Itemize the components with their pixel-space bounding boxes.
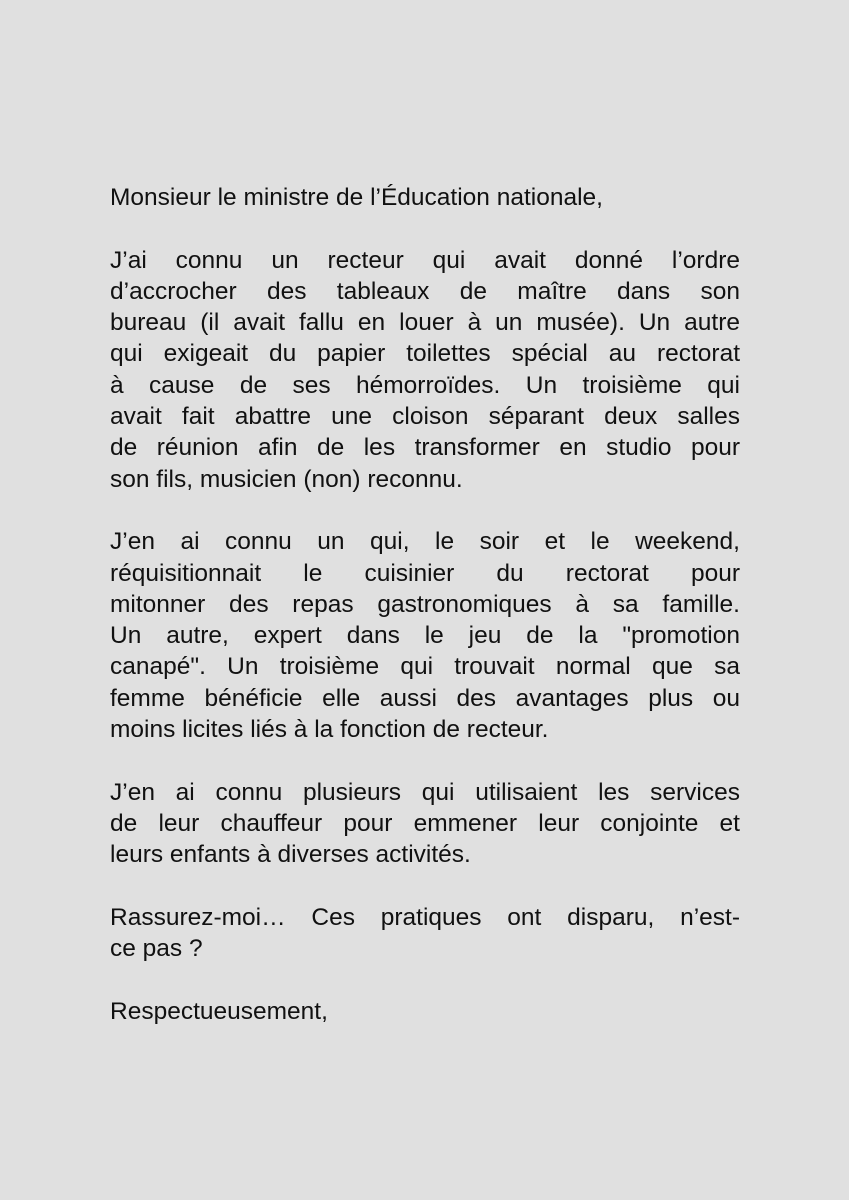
text-line: J’en ai connu plusieurs qui utilisaient les services — [110, 778, 740, 806]
text-line: J’en ai connu un qui, le soir et le weekend, — [110, 528, 740, 556]
text-line: canapé". Un troisième qui trouvait normal que sa — [110, 653, 740, 681]
paragraph-3 — [110, 777, 740, 871]
salutation-line: Monsieur le ministre de l’Éducation nationale, — [110, 184, 603, 211]
letter-body — [110, 182, 740, 1058]
paragraph-2 — [110, 526, 740, 745]
text-line: à cause de ses hémorroïdes. Un troisième qui — [110, 371, 740, 399]
text-line: Rassurez-moi… Ces pratiques ont disparu, n’est- — [110, 903, 740, 931]
text-line: mitonner des repas gastronomiques à sa famille. — [110, 590, 740, 618]
closing-line: Respectueusement, — [110, 997, 328, 1025]
text-line: bureau (il avait fallu en louer à un musée). Un autre — [110, 309, 740, 337]
text-line: son fils, musicien (non) reconnu. — [110, 465, 463, 493]
salutation — [110, 182, 740, 213]
text-line: ce pas ? — [110, 935, 203, 963]
text-line: de réunion afin de les transformer en studio pour — [110, 434, 740, 462]
paragraph-4 — [110, 902, 740, 965]
text-line: moins licites liés à la fonction de recteur. — [110, 716, 549, 744]
text-line: réquisitionnait le cuisinier du rectorat pour — [110, 559, 740, 587]
text-line: avait fait abattre une cloison séparant deux salles — [110, 403, 740, 431]
text-line: qui exigeait du papier toilettes spécial au rectorat — [110, 340, 740, 368]
text-line: femme bénéficie elle aussi des avantages plus ou — [110, 684, 740, 712]
text-line: Un autre, expert dans le jeu de la "promotion — [110, 622, 740, 650]
text-line: J’ai connu un recteur qui avait donné l’ordre — [110, 246, 740, 274]
paragraph-1 — [110, 245, 740, 495]
text-line: d’accrocher des tableaux de maître dans son — [110, 277, 740, 305]
text-line: de leur chauffeur pour emmener leur conjointe et — [110, 809, 740, 837]
text-line: leurs enfants à diverses activités. — [110, 841, 471, 869]
closing — [110, 996, 740, 1027]
